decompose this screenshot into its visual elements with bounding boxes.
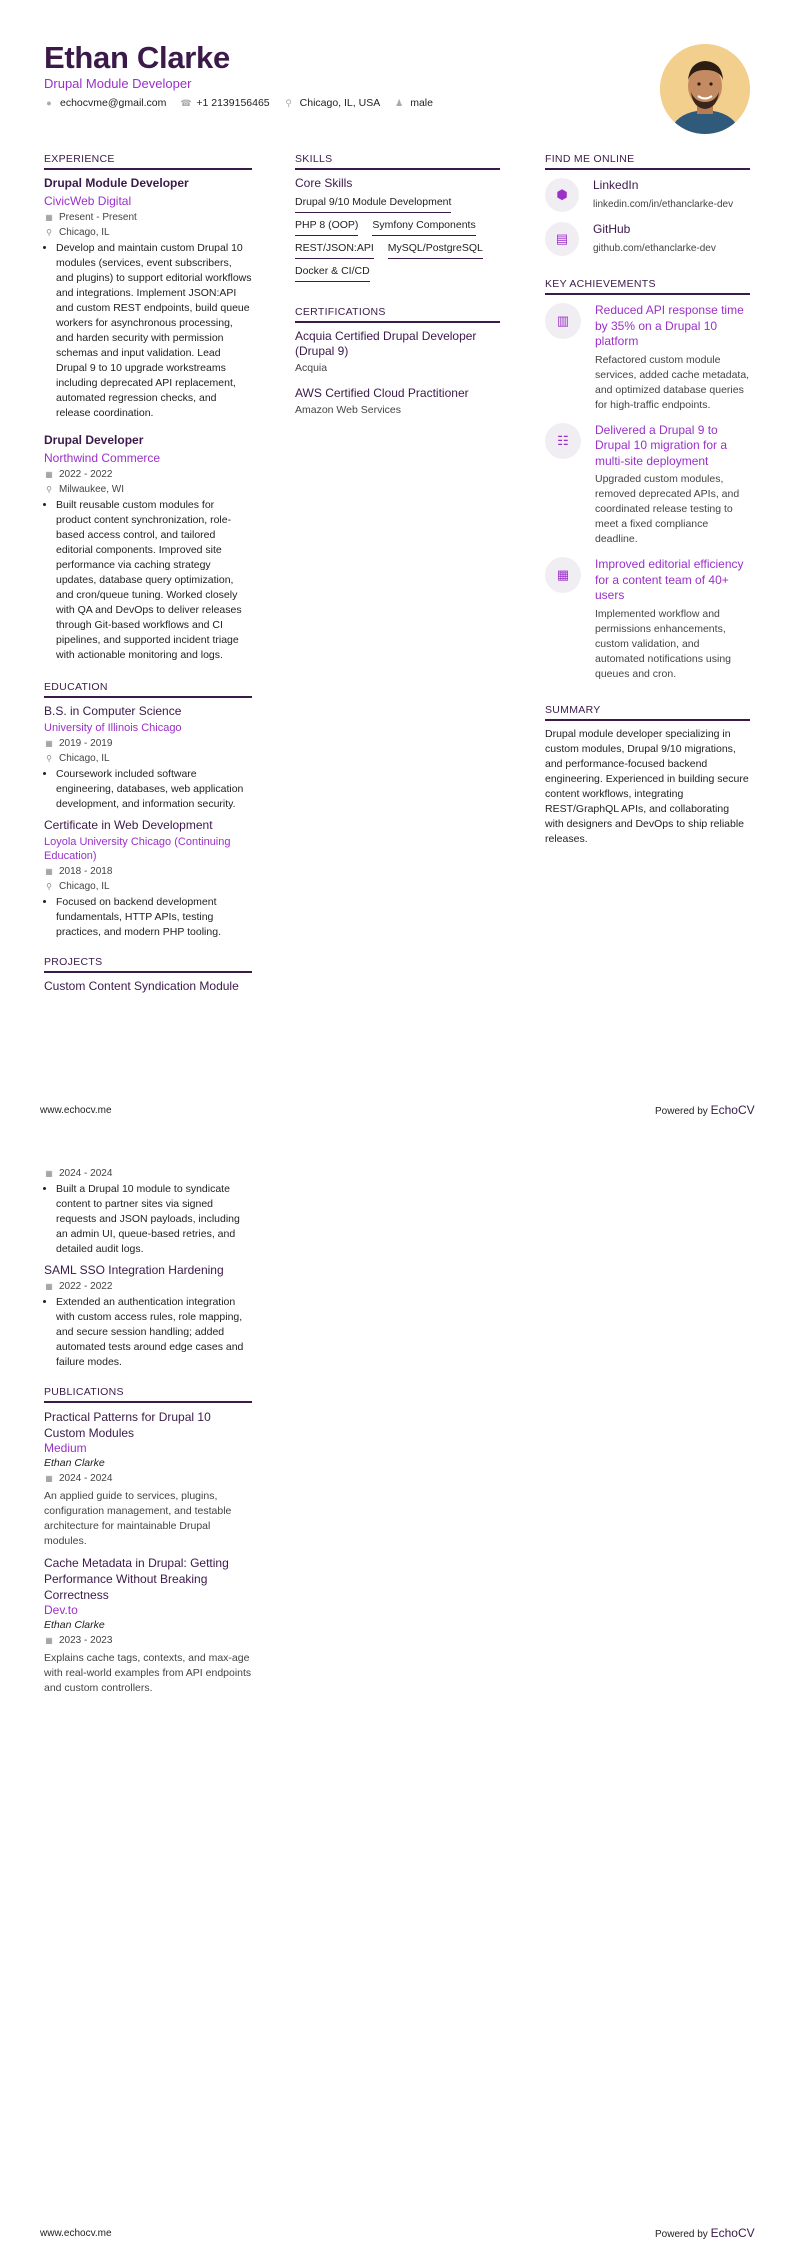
job-role: Drupal Module Developer bbox=[44, 176, 189, 190]
degree-title: B.S. in Computer Science bbox=[44, 704, 182, 718]
email-icon: ● bbox=[46, 98, 52, 108]
skill-chip: Drupal 9/10 Module Development bbox=[295, 190, 451, 213]
degree-title: Certificate in Web Development bbox=[44, 818, 213, 832]
person-icon: ♟ bbox=[395, 97, 404, 108]
linkedin-icon: ⬢ bbox=[556, 187, 568, 202]
publication-author: Ethan Clarke bbox=[44, 1457, 105, 1469]
job-bullet: • Develop and maintain custom Drupal 10 modules (services, event subscribers, and plugins) to support editorial workflows and integrations. Implement JSON:API and custom REST endpoints, build queue workers for asynchronous processing, and harden security with permission schemas and input validation. Lead Drupal 9 to 10 upgrade workstreams including deprecated API replacement, automated regression checks, and release coordination. bbox=[56, 241, 252, 421]
project-title: Custom Content Syndication Module bbox=[44, 979, 239, 993]
powered-label: Powered by bbox=[655, 2229, 708, 2240]
edu-bullet: • Focused on backend development fundamentals, HTTP APIs, testing practices, and modern PHP tooling. bbox=[56, 895, 252, 940]
edu-bullet: • Coursework included software engineering, databases, web application development, and information security. bbox=[56, 767, 252, 812]
experience-item bbox=[44, 433, 252, 663]
building-icon: ▦ bbox=[556, 567, 570, 582]
location-pin-icon: ⚲ bbox=[46, 228, 52, 237]
left-column-continued bbox=[44, 1165, 252, 1696]
link-url[interactable]: github.com/ethanclarke-dev bbox=[593, 243, 716, 254]
project-item bbox=[44, 1167, 252, 1257]
achievement-desc: Implemented workflow and permissions enhancements, custom validation, and automated notifications using queues and cron. bbox=[595, 607, 732, 680]
cert-title: Acquia Certified Drupal Developer (Drupal 9) bbox=[295, 329, 477, 358]
publication-desc: Explains cache tags, contexts, and max-age with real-world examples from API endpoints and custom controllers. bbox=[44, 1652, 252, 1694]
brand-name[interactable]: EchoCV bbox=[710, 1103, 755, 1117]
skill-chip: PHP 8 (OOP) bbox=[295, 213, 358, 236]
job-role: Drupal Developer bbox=[44, 433, 144, 447]
location-pin-icon: ⚲ bbox=[46, 485, 52, 494]
footer-site[interactable]: www.echocv.me bbox=[40, 1105, 112, 1116]
candidate-name: Ethan Clarke bbox=[44, 40, 230, 75]
contact-info bbox=[44, 97, 433, 109]
achievement-title: Reduced API response time by 35% on a Drupal 10 platform bbox=[595, 303, 744, 348]
project-dates: 2024 - 2024 bbox=[59, 1168, 113, 1179]
cert-org: Acquia bbox=[295, 362, 328, 374]
right-column bbox=[545, 153, 750, 847]
certifications-heading: CERTIFICATIONS bbox=[295, 306, 500, 323]
powered-by bbox=[655, 1103, 755, 1117]
publication-dates: 2023 - 2023 bbox=[59, 1635, 113, 1646]
link-name[interactable]: GitHub bbox=[593, 222, 631, 236]
achievement-desc: Refactored custom module services, added cache metadata, and optimized database queries for high-traffic endpoints. bbox=[595, 353, 750, 411]
achievement-title: Improved editorial efficiency for a content team of 40+ users bbox=[595, 557, 744, 602]
job-dates: 2022 - 2022 bbox=[59, 469, 113, 480]
location-text: Chicago, IL, USA bbox=[299, 97, 381, 109]
location-pin-icon: ⚲ bbox=[46, 882, 52, 891]
middle-column bbox=[295, 153, 500, 416]
project-dates: 2022 - 2022 bbox=[59, 1281, 113, 1292]
edu-dates: 2019 - 2019 bbox=[59, 738, 113, 749]
chart-icon: ▥ bbox=[556, 313, 570, 328]
job-bullets bbox=[44, 498, 252, 663]
publication-desc: An applied guide to services, plugins, configuration management, and testable architecture for maintainable Drupal modules. bbox=[44, 1490, 232, 1547]
achievement-desc: Upgraded custom modules, removed deprecated APIs, and coordinated release testing to meet a fixed compliance deadline. bbox=[595, 473, 740, 545]
achievement-item bbox=[545, 423, 750, 548]
sliders-icon: ☷ bbox=[557, 432, 569, 448]
candidate-title: Drupal Module Developer bbox=[44, 76, 192, 91]
cert-org: Amazon Web Services bbox=[295, 404, 402, 416]
edu-location: Chicago, IL bbox=[59, 753, 110, 764]
edu-dates: 2018 - 2018 bbox=[59, 866, 113, 877]
school-name: Loyola University Chicago (Continuing Education) bbox=[44, 836, 231, 862]
job-location: Chicago, IL bbox=[59, 227, 110, 238]
achievement-item bbox=[545, 557, 750, 682]
profile-photo bbox=[660, 44, 750, 134]
project-bullet: • Built a Drupal 10 module to syndicate content to partner sites via signed requests and JSON payloads, including an admin UI, queue-based retries, and detailed audit logs. bbox=[56, 1182, 252, 1257]
calendar-icon: ▦ bbox=[45, 213, 53, 222]
achievement-title: Delivered a Drupal 9 to Drupal 10 migration for a multi-site deployment bbox=[595, 422, 728, 468]
link-url[interactable]: linkedin.com/in/ethanclarke-dev bbox=[593, 199, 734, 210]
education-item bbox=[44, 704, 252, 812]
publication-publisher: Medium bbox=[44, 1441, 87, 1455]
skill-chip: Docker & CI/CD bbox=[295, 259, 370, 282]
powered-label: Powered by bbox=[655, 1106, 708, 1117]
edu-location: Chicago, IL bbox=[59, 881, 110, 892]
calendar-icon: ▦ bbox=[45, 470, 53, 479]
school-name: University of Illinois Chicago bbox=[44, 722, 182, 734]
cert-title: AWS Certified Cloud Practitioner bbox=[295, 386, 469, 400]
project-title: SAML SSO Integration Hardening bbox=[44, 1263, 224, 1277]
summary-text: Drupal module developer specializing in custom modules, Drupal 9/10 migrations, and performance-focused backend engineering. Experienced in building secure content workflows, integrating REST/GraphQL APIs, and collaborating with designers and DevOps to ship reliable releases. bbox=[545, 727, 749, 845]
link-name[interactable]: LinkedIn bbox=[593, 178, 639, 192]
publications-heading: PUBLICATIONS bbox=[44, 1386, 252, 1403]
calendar-icon: ▦ bbox=[45, 1282, 53, 1291]
resume-page-2 bbox=[0, 1123, 794, 2246]
skills-list bbox=[295, 190, 500, 282]
company-name: CivicWeb Digital bbox=[44, 194, 132, 208]
phone-text[interactable]: +1 2139156465 bbox=[196, 97, 270, 109]
publication-item bbox=[44, 1409, 252, 1549]
job-dates: Present - Present bbox=[59, 212, 137, 223]
skill-chip: REST/JSON:API bbox=[295, 236, 374, 259]
publication-dates: 2024 - 2024 bbox=[59, 1473, 113, 1484]
calendar-icon: ▦ bbox=[45, 867, 53, 876]
footer-site[interactable]: www.echocv.me bbox=[40, 2228, 112, 2239]
online-heading: FIND ME ONLINE bbox=[545, 153, 750, 170]
location-pin-icon: ⚲ bbox=[285, 97, 292, 108]
location-pin-icon: ⚲ bbox=[46, 754, 52, 763]
job-location: Milwaukee, WI bbox=[59, 484, 125, 495]
email-text[interactable]: echocvme@gmail.com bbox=[60, 97, 167, 109]
achievement-item bbox=[545, 303, 750, 413]
phone-icon: ☎ bbox=[180, 97, 192, 108]
calendar-icon: ▦ bbox=[45, 1636, 53, 1645]
education-heading: EDUCATION bbox=[44, 681, 252, 698]
company-name: Northwind Commerce bbox=[44, 451, 161, 465]
experience-heading: EXPERIENCE bbox=[44, 153, 252, 170]
project-item bbox=[44, 1263, 252, 1370]
education-item bbox=[44, 818, 252, 940]
publication-title: Cache Metadata in Drupal: Getting Performance Without Breaking Correctness bbox=[44, 1556, 229, 1602]
online-link-linkedin[interactable] bbox=[545, 178, 750, 212]
publication-publisher: Dev.to bbox=[44, 1603, 78, 1617]
skill-chip: Symfony Components bbox=[372, 213, 475, 236]
github-icon: ▤ bbox=[555, 231, 569, 246]
skills-heading: SKILLS bbox=[295, 153, 500, 170]
skill-chip: MySQL/PostgreSQL bbox=[388, 236, 483, 259]
summary-heading: SUMMARY bbox=[545, 704, 750, 721]
experience-item bbox=[44, 176, 252, 421]
calendar-icon: ▦ bbox=[45, 1169, 53, 1178]
job-bullets bbox=[44, 241, 252, 421]
job-bullet: • Built reusable custom modules for product content synchronization, role-based access control, and tailored editorial components. Improved site performance via caching strategy updates, database query optimization, and cron/queue tuning. Worked closely with QA and DevOps to deliver releases through Git-based workflows and CI pipelines, and supported incident triage with actionable monitoring and logs. bbox=[56, 498, 252, 663]
online-link-github[interactable] bbox=[545, 222, 750, 256]
calendar-icon: ▦ bbox=[45, 739, 53, 748]
publication-title: Practical Patterns for Drupal 10 Custom Modules bbox=[44, 1410, 211, 1440]
skills-subheading: Core Skills bbox=[295, 176, 353, 190]
left-column bbox=[44, 153, 252, 994]
publication-author: Ethan Clarke bbox=[44, 1619, 105, 1631]
calendar-icon: ▦ bbox=[45, 1474, 53, 1483]
publication-item bbox=[44, 1555, 252, 1696]
projects-heading: PROJECTS bbox=[44, 956, 252, 973]
project-bullet: • Extended an authentication integration with custom access rules, role mapping, and secure session handling; added automated tests around edge cases and failure modes. bbox=[56, 1295, 252, 1370]
brand-name[interactable]: EchoCV bbox=[710, 2226, 755, 2240]
powered-by bbox=[655, 2226, 755, 2240]
achievements-heading: KEY ACHIEVEMENTS bbox=[545, 278, 750, 295]
gender-text: male bbox=[410, 97, 433, 109]
